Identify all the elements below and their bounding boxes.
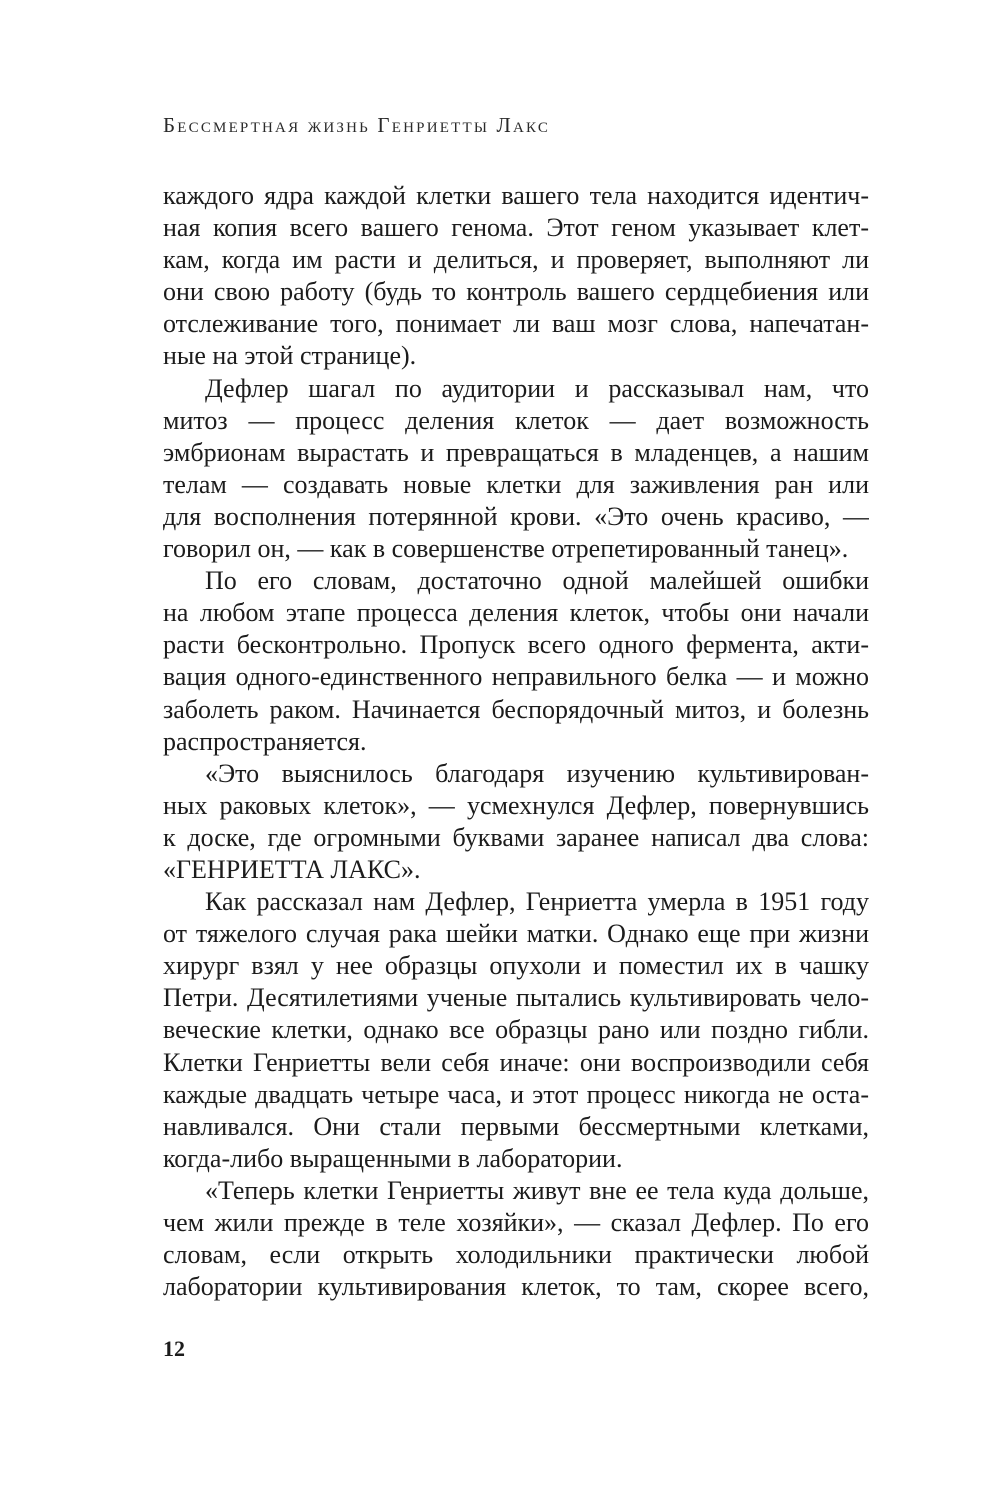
- text-line: чем жили прежде в теле хозяйки», — сказал Дефлер. По его: [163, 1208, 869, 1237]
- text-line: когда-либо выращенными в лаборатории.: [163, 1143, 623, 1173]
- text-line: заболеть раком. Начинается беспорядочный митоз, и болезнь: [163, 694, 869, 724]
- page-number: 12: [163, 1336, 185, 1361]
- text-line: ные на этой странице).: [163, 341, 417, 371]
- text-line: словам, если открыть холодильники практически любой: [163, 1240, 869, 1270]
- text-line: Петри. Десятилетиями ученые пытались культивировать чело-: [163, 983, 869, 1013]
- text-line: для восполнения потерянной крови. «Это очень красиво, —: [163, 501, 869, 531]
- text-line: навливался. Они стали первыми бессмертными клетками,: [163, 1111, 869, 1141]
- text-line: Клетки Генриетты вели себя иначе: они воспроизводили себя: [163, 1047, 869, 1077]
- body-text: [163, 180, 869, 1303]
- text-line: ная копия всего вашего генома. Этот геном указывает клет-: [163, 213, 869, 243]
- text-line: «Теперь клетки Генриетты живут вне ее тела куда дольше,: [205, 1175, 869, 1205]
- text-line: По его словам, достаточно одной малейшей ошибки: [205, 566, 869, 596]
- running-head: Бессмертная жизнь Генриетты Лакс: [163, 113, 551, 137]
- text-line: веческие клетки, однако все образцы рано или поздно гибли.: [163, 1015, 869, 1045]
- text-line: к доске, где огромными буквами заранее написал два слова:: [163, 822, 869, 852]
- text-line: каждые двадцать четыре часа, и этот процесс никогда не оста-: [163, 1079, 869, 1109]
- text-line: каждого ядра каждой клетки вашего тела находится идентич-: [163, 181, 869, 210]
- text-line: кам, когда им расти и делиться, и проверяет, выполняют ли: [163, 245, 869, 275]
- text-line: телам — создавать новые клетки для заживления ран или: [163, 469, 869, 499]
- text-line: лаборатории культивирования клеток, то там, скорее всего,: [163, 1272, 869, 1302]
- text-line: вация одного-единственного неправильного белка — и можно: [163, 662, 869, 692]
- text-line: они свою работу (будь то контроль вашего сердцебиения или: [163, 277, 869, 307]
- text-line: отслеживание того, понимает ли ваш мозг слова, напечатан-: [163, 309, 869, 339]
- text-line: «Это выяснилось благодаря изучению культивирован-: [205, 758, 869, 788]
- text-line: хирург взял у нее образцы опухоли и поместил их в чашку: [163, 951, 869, 981]
- text-line: митоз — процесс деления клеток — дает возможность: [163, 405, 869, 435]
- text-line: расти бесконтрольно. Пропуск всего одного фермента, акти-: [163, 630, 869, 660]
- text-line: эмбрионам вырастать и превращаться в младенцев, а нашим: [163, 437, 869, 467]
- text-line: говорил он, — как в совершенстве отрепетированный танец».: [163, 534, 849, 564]
- text-line: на любом этапе процесса деления клеток, чтобы они начали: [163, 598, 869, 628]
- text-line: Дефлер шагал по аудитории и рассказывал нам, что: [205, 373, 869, 403]
- text-line: «ГЕНРИЕТТА ЛАКС».: [163, 854, 421, 884]
- text-line: ных раковых клеток», — усмехнулся Дефлер, повернувшись: [163, 790, 869, 820]
- text-line: Как рассказал нам Дефлер, Генриетта умерла в 1951 году: [205, 887, 869, 917]
- text-line: распространяется.: [163, 726, 367, 756]
- text-line: от тяжелого случая рака шейки матки. Однако еще при жизни: [163, 919, 869, 949]
